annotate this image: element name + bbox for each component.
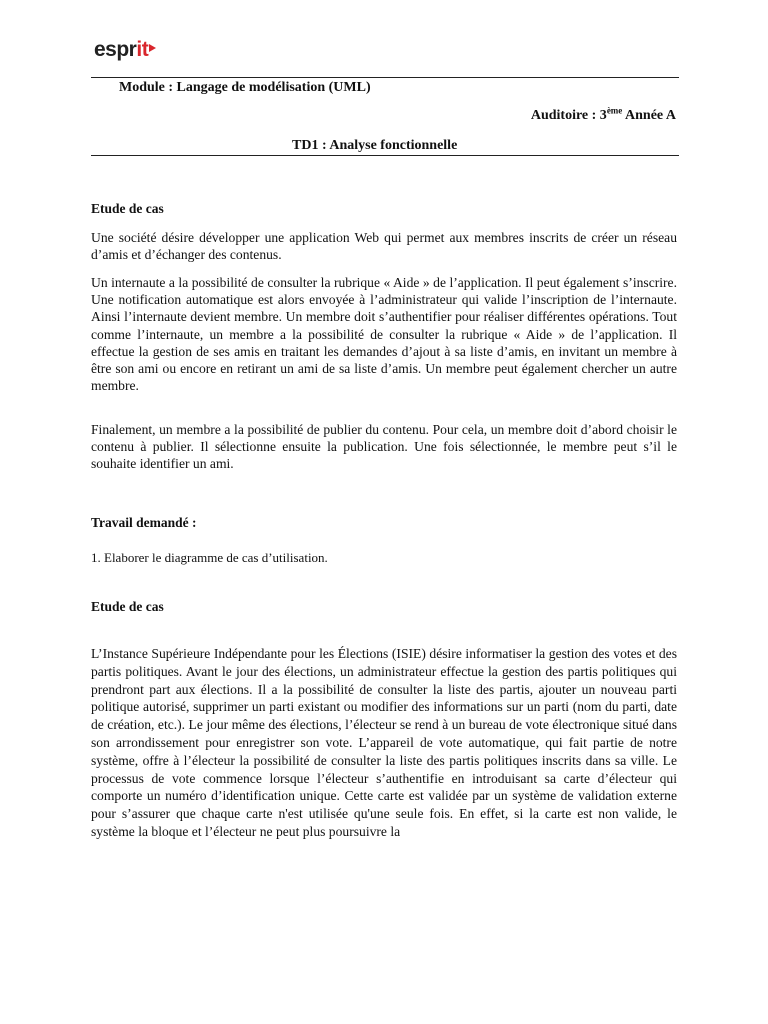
logo-text: esprit — [94, 38, 149, 61]
header-top-rule — [91, 77, 679, 78]
section1-paragraph-2: Un internaute a la possibilité de consulter la rubrique « Aide » de l’application. Il peut également s’inscrire. Une notification automatique est alors envoyée à l’administrateur qui valide l’inscription de l’internaute. Ainsi l’internaute devient membre. Un membre doit s’authentifier pour réaliser différentes opérations. Tout comme l’internaute, un membre a la possibilité de consulter la rubrique « Aide » de l’application. Il effectue la gestion de ses amis en traitant les demandes d’ajout à sa liste d’amis, en invitant un membre à être son ami ou encore en retirant un ami de sa liste d’amis. Un membre peut également chercher un autre membre. — [91, 275, 677, 394]
header-bottom-rule — [91, 155, 679, 156]
work-heading: Travail demandé : — [91, 515, 197, 530]
logo-arrow-icon — [149, 44, 156, 52]
section2-paragraph-1: L’Instance Supérieure Indépendante pour les Élections (ISIE) désire informatiser la gestion des votes et des partis politiques. Avant le jour des élections, un administrateur effectue la gestion des partis politiques qui prendront part aux élections. Il a la possibilité de consulter la liste des partis, ajouter un nouveau parti politique autorisé, supprimer un parti existant ou modifier des informations sur un parti (nom du parti, date de création, etc.). Le jour même des élections, l’électeur se rend à un bureau de vote électronique situé dans son arrondissement pour enregistrer son vote. L’appareil de vote automatique, qui fait partie de notre système, offre à l’électeur la possibilité de consulter la liste des partis politiques inscrits dans sa ville. Le processus de vote commence lorsque l’électeur s’authentifie en introduisant sa carte d’électeur qui comporte un numéro d’identification unique. Cette carte est validée par un système de validation externe pour s’assurer que chaque carte n'est utilisée qu'une seule fois. En effet, si la carte est non valide, le système la bloque et l’électeur ne peut plus poursuivre la — [91, 646, 677, 839]
td-title: TD1 : Analyse fonctionnelle — [292, 138, 458, 153]
section1-paragraph-1: Une société désire développer une application Web qui permet aux membres inscrits de créer un réseau d’amis et d’échanger des contenus. — [91, 230, 677, 263]
esprit-logo — [94, 36, 156, 64]
auditoire-label: Auditoire : 3ème Année A — [530, 105, 676, 123]
module-title: Module : Langage de modélisation (UML) — [119, 80, 371, 95]
work-item-1: 1. Elaborer le diagramme de cas d’utilisation. — [91, 550, 328, 565]
section1-paragraph-3: Finalement, un membre a la possibilité de publier du contenu. Pour cela, un membre doit d’abord choisir le contenu à publier. Il sélectionne ensuite la publication. Une fois sélectionnée, le membre peut s’il le souhaite identifier un ami. — [91, 422, 677, 472]
section2-heading: Etude de cas — [91, 599, 164, 614]
section1-heading: Etude de cas — [91, 201, 164, 216]
